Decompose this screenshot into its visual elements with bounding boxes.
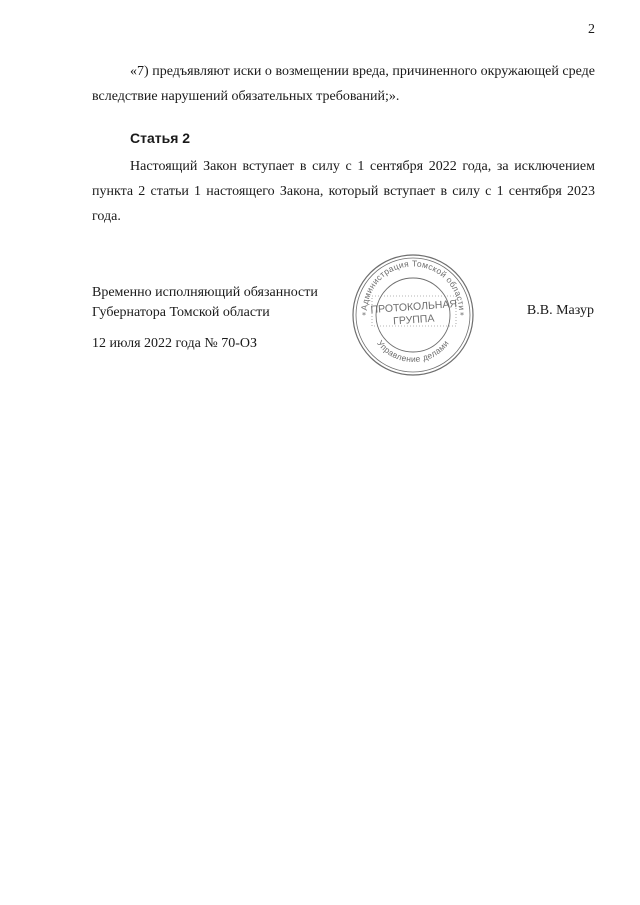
article-2-heading: Статья 2 [130, 130, 191, 146]
paragraph-item-7: «7) предъявляют иски о возмещении вреда, причиненного окружающей среде вследствие нарушений обязательных требований;». [92, 64, 595, 104]
article-2-text: Настоящий Закон вступает в силу с 1 сентября 2022 года, за исключением пункта 2 статьи 1 настоящего Закона, который вступает в силу с 1 сентября 2023 года. [92, 159, 595, 224]
signatory-title [92, 283, 318, 323]
svg-text:Управление делами: Управление делами [375, 338, 451, 365]
svg-text:*: * [460, 311, 464, 320]
stamp-seal-icon [350, 252, 476, 378]
svg-text:ГРУППА: ГРУППА [392, 312, 435, 328]
svg-text:Администрация Томской области: Администрация Томской области [358, 258, 468, 311]
svg-text:*: * [362, 311, 366, 320]
signatory-title-line-2: Губернатора Томской области [92, 305, 270, 320]
law-date-number: 12 июля 2022 года № 70-ОЗ [92, 336, 257, 351]
official-stamp [350, 252, 476, 378]
signatory-title-line-1: Временно исполняющий обязанности [92, 285, 318, 300]
signatory-name: В.В. Мазур [526, 303, 594, 318]
page-number: 2 [588, 22, 595, 37]
svg-text:ПРОТОКОЛЬНАЯ: ПРОТОКОЛЬНАЯ [370, 298, 458, 317]
